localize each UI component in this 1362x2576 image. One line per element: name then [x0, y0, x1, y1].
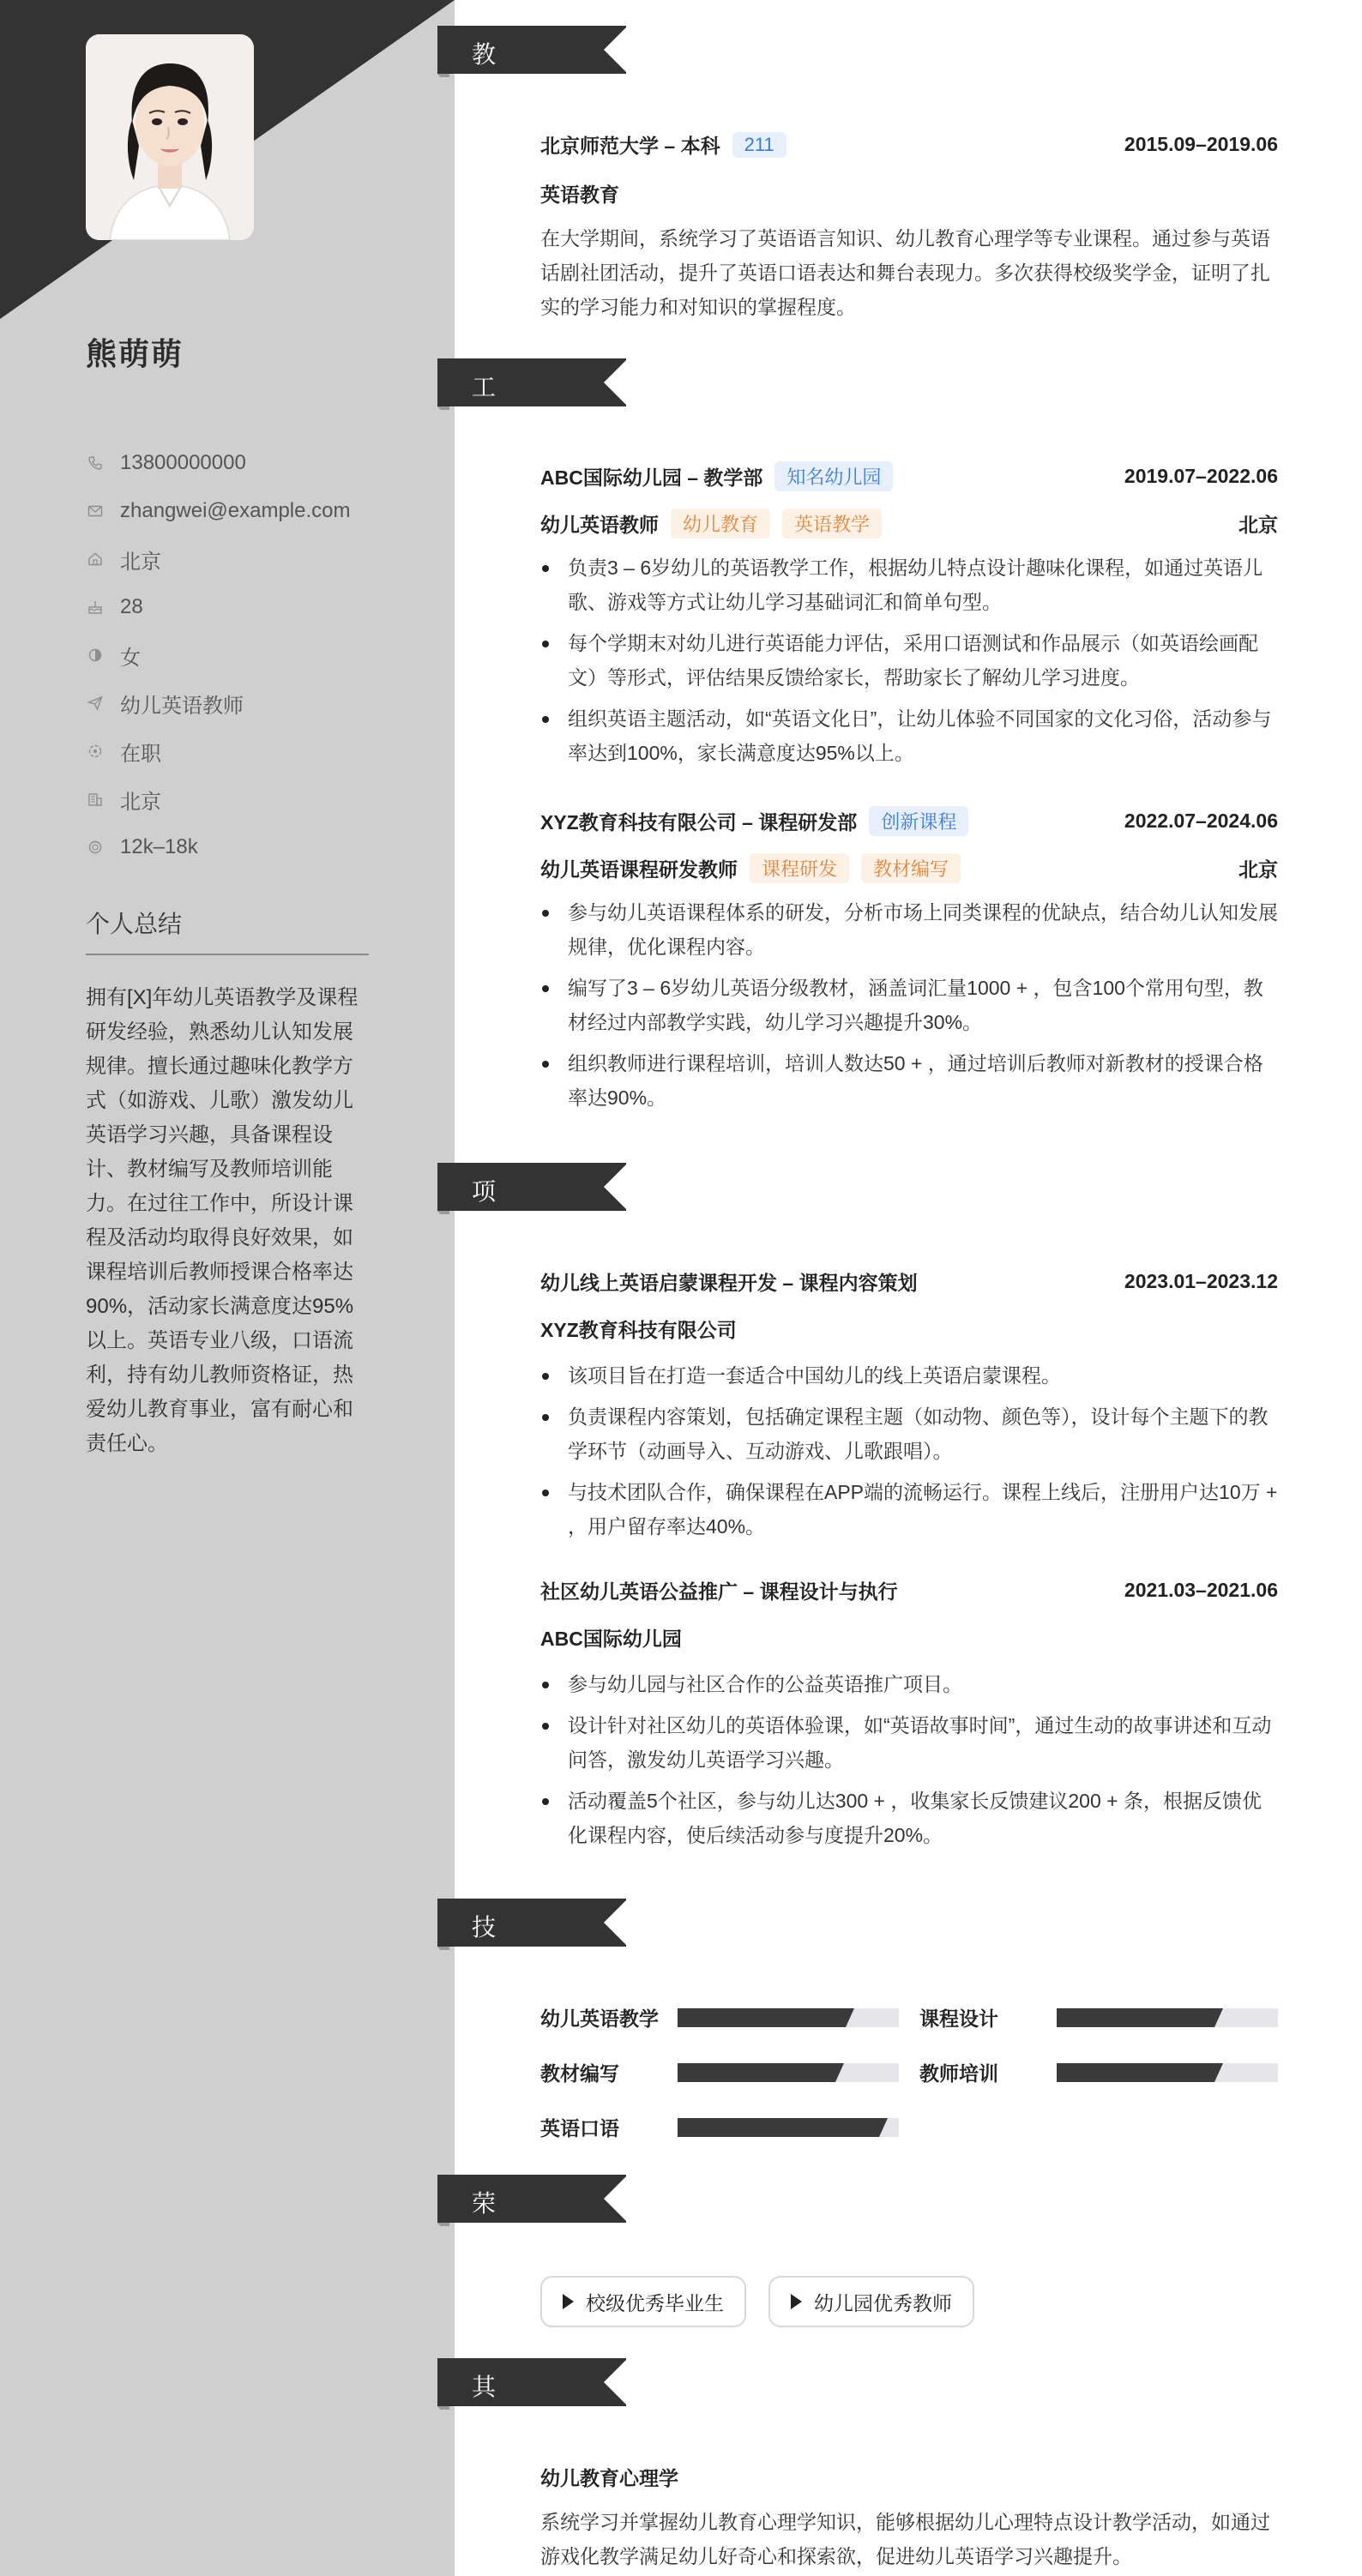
cake-icon — [86, 598, 105, 617]
work-bullets — [540, 895, 1278, 1115]
skill-fill — [678, 2008, 846, 2027]
work-date: 2022.07–2024.06 — [1124, 810, 1278, 832]
project-org: ABC国际幼儿园 — [540, 1628, 682, 1650]
skill-item — [540, 2003, 899, 2031]
avatar — [86, 34, 254, 240]
list-item: 负责课程内容策划，包括确定课程主题（如动物、颜色等），设计每个主题下的教学环节（动画导入、互动游戏、儿歌跟唱）。 — [540, 1399, 1278, 1468]
contact-text: 北京 — [120, 550, 161, 574]
school-name: 北京师范大学 – 本科 — [540, 135, 720, 157]
main-content — [437, 0, 1362, 2576]
work-city: 北京 — [1238, 858, 1278, 881]
list-item: 参与幼儿园与社区合作的公益英语推广项目。 — [540, 1667, 1278, 1701]
skill-fill — [1057, 2063, 1214, 2082]
work-org: XYZ教育科技有限公司 – 课程研发部 — [540, 811, 858, 834]
skill-bar — [678, 2063, 899, 2082]
skill-fill — [678, 2063, 835, 2082]
work-skill-tag: 教材编写 — [861, 853, 961, 883]
education-description: 在大学期间，系统学习了英语语言知识、幼儿教育心理学等专业课程。通过参与英语话剧社团活动，提升了英语口语表达和舞台表现力。多次获得校级奖学金，证明了扎实的学习能力和对知识的掌握程度。 — [540, 227, 1270, 318]
project-item — [540, 1267, 1278, 1550]
other-subtitle: 幼儿教育心理学 — [540, 2467, 678, 2489]
contact-text: 28 — [120, 595, 143, 618]
other-description: 系统学习并掌握幼儿教育心理学知识，能够根据幼儿心理特点设计教学活动，如通过游戏化教学满足幼儿好奇心和探索欲，促进幼儿英语学习兴趣提升。 — [540, 2511, 1270, 2567]
work-skill-tag: 幼儿教育 — [671, 509, 770, 539]
contact-phone — [86, 439, 377, 487]
status-icon — [86, 742, 105, 761]
work-skill-tag: 课程研发 — [750, 853, 849, 883]
work-item — [540, 461, 1278, 777]
contact-position — [86, 679, 377, 727]
skill-name: 课程设计 — [919, 2007, 998, 2030]
contact-text: 北京 — [120, 790, 161, 814]
education-date: 2015.09–2019.06 — [1124, 133, 1278, 155]
section-title: 教育经历 — [472, 41, 497, 171]
mail-icon — [86, 502, 105, 521]
school-tag: 211 — [732, 132, 786, 158]
skill-item — [919, 2003, 1278, 2031]
contact-age — [86, 583, 377, 631]
candidate-name: 熊萌萌 — [86, 336, 184, 371]
contact-text: 12k–18k — [120, 835, 198, 858]
skill-bar — [1057, 2063, 1278, 2082]
contact-text: zhangwei@example.com — [120, 499, 351, 522]
honor-label: 校级优秀毕业生 — [586, 2291, 724, 2314]
project-date: 2023.01–2023.12 — [1124, 1270, 1278, 1292]
coin-icon — [86, 838, 105, 857]
work-city: 北京 — [1238, 514, 1278, 536]
other-section — [540, 2463, 1278, 2573]
contact-location — [86, 535, 377, 583]
project-name: 幼儿线上英语启蒙课程开发 – 课程内容策划 — [540, 1272, 918, 1294]
list-item: 参与幼儿英语课程体系的研发，分析市场上同类课程的优缺点，结合幼儿认知发展规律，优化课程内容。 — [540, 895, 1278, 964]
contact-text: 在职 — [120, 742, 161, 766]
work-role: 幼儿英语课程研发教师 — [540, 858, 738, 881]
send-icon — [86, 694, 105, 713]
section-title: 技能专长 — [472, 1914, 497, 2043]
list-item: 每个学期末对幼儿进行英语能力评估，采用口语测试和作品展示（如英语绘画配文）等形式，评估结果反馈给家长，帮助家长了解幼儿学习进度。 — [540, 626, 1278, 695]
contact-city — [86, 775, 377, 823]
contact-gender — [86, 631, 377, 679]
list-item: 该项目旨在打造一套适合中国幼儿的线上英语启蒙课程。 — [540, 1358, 1278, 1393]
section-title: 其他信息 — [472, 2374, 497, 2503]
gender-icon — [86, 646, 105, 665]
contact-salary — [86, 823, 377, 871]
sidebar — [0, 0, 455, 2576]
contact-status — [86, 727, 377, 775]
list-item: 与技术团队合作，确保课程在APP端的流畅运行。课程上线后，注册用户达10万 + ，用户留存率达40%。 — [540, 1475, 1278, 1544]
work-item — [540, 806, 1278, 1122]
skill-bar — [678, 2008, 899, 2027]
education-major: 英语教育 — [540, 184, 619, 206]
skill-item — [919, 2058, 1278, 2086]
honor-badge — [540, 2276, 746, 2327]
skill-name: 幼儿英语教学 — [540, 2007, 659, 2030]
skill-name: 教师培训 — [919, 2062, 998, 2085]
honor-badge — [768, 2276, 974, 2327]
section-title: 荣誉奖项 — [472, 2190, 497, 2320]
project-org: XYZ教育科技有限公司 — [540, 1319, 737, 1341]
section-title: 项目经历 — [472, 1178, 497, 1308]
contact-text: 女 — [120, 646, 141, 670]
honor-label: 幼儿园优秀教师 — [814, 2291, 952, 2314]
skill-name: 教材编写 — [540, 2062, 619, 2085]
contact-text: 13800000000 — [120, 451, 246, 474]
list-item: 设计针对社区幼儿的英语体验课，如“英语故事时间”，通过生动的故事讲述和互动问答，激发幼儿英语学习兴趣。 — [540, 1708, 1278, 1777]
list-item: 组织英语主题活动，如“英语文化日”，让幼儿体验不同国家的文化习俗，活动参与率达到100%，家长满意度达95%以上。 — [540, 701, 1278, 770]
skill-bar — [1057, 2008, 1278, 2027]
project-bullets — [540, 1667, 1278, 1852]
contact-email — [86, 487, 377, 535]
skill-fill — [1057, 2008, 1214, 2027]
education-section — [540, 130, 1278, 324]
list-item: 负责3 – 6岁幼儿的英语教学工作，根据幼儿特点设计趣味化课程，如通过英语儿歌、游戏等方式让幼儿学习基础词汇和简单句型。 — [540, 551, 1278, 619]
list-item: 编写了3 – 6岁幼儿英语分级教材，涵盖词汇量1000 + ，包含100个常用句型，教材经过内部教学实践，幼儿学习兴趣提升30%。 — [540, 971, 1278, 1039]
list-item: 组织教师进行课程培训，培训人数达50 + ，通过培训后教师对新教材的授课合格率达90%。 — [540, 1046, 1278, 1115]
work-bullets — [540, 551, 1278, 770]
project-date: 2021.03–2021.06 — [1124, 1579, 1278, 1601]
contact-list — [86, 439, 377, 871]
play-triangle-icon — [791, 2294, 802, 2309]
home-icon — [86, 550, 105, 569]
section-title: 工作经历 — [472, 374, 497, 503]
skill-bar — [678, 2118, 899, 2137]
project-item — [540, 1576, 1278, 1859]
summary-title: 个人总结 — [86, 906, 369, 955]
project-name: 社区幼儿英语公益推广 – 课程设计与执行 — [540, 1580, 898, 1603]
contact-text: 幼儿英语教师 — [120, 694, 244, 718]
work-role: 幼儿英语教师 — [540, 514, 659, 536]
summary-text: 拥有[X]年幼儿英语教学及课程研发经验，熟悉幼儿认知发展规律。擅长通过趣味化教学方式（如游戏、儿歌）激发幼儿英语学习兴趣，具备课程设计、教材编写及教师培训能力。在过往工作中，所设计课程及活动均取得良好效果，如课程培训后教师授课合格率达90%，活动家长满意度达95%以上。英语专业八级，口语流利，持有幼儿教师资格证，热爱幼儿教育事业，富有耐心和责任心。 — [86, 986, 359, 1455]
building-icon — [86, 790, 105, 809]
list-item: 活动覆盖5个社区，参与幼儿达300 + ，收集家长反馈建议200 + 条，根据反馈优化课程内容，使后续活动参与度提升20%。 — [540, 1784, 1278, 1852]
work-date: 2019.07–2022.06 — [1124, 465, 1278, 487]
phone-icon — [86, 454, 105, 472]
skill-item — [540, 2113, 899, 2141]
project-bullets — [540, 1358, 1278, 1544]
skill-item — [540, 2058, 899, 2086]
skill-name: 英语口语 — [540, 2117, 619, 2140]
skill-fill — [678, 2118, 879, 2137]
work-skill-tag: 英语教学 — [782, 509, 882, 539]
play-triangle-icon — [563, 2294, 574, 2309]
work-org-tag: 创新课程 — [869, 806, 968, 836]
work-org-tag: 知名幼儿园 — [774, 461, 893, 491]
work-org: ABC国际幼儿园 – 教学部 — [540, 466, 763, 489]
